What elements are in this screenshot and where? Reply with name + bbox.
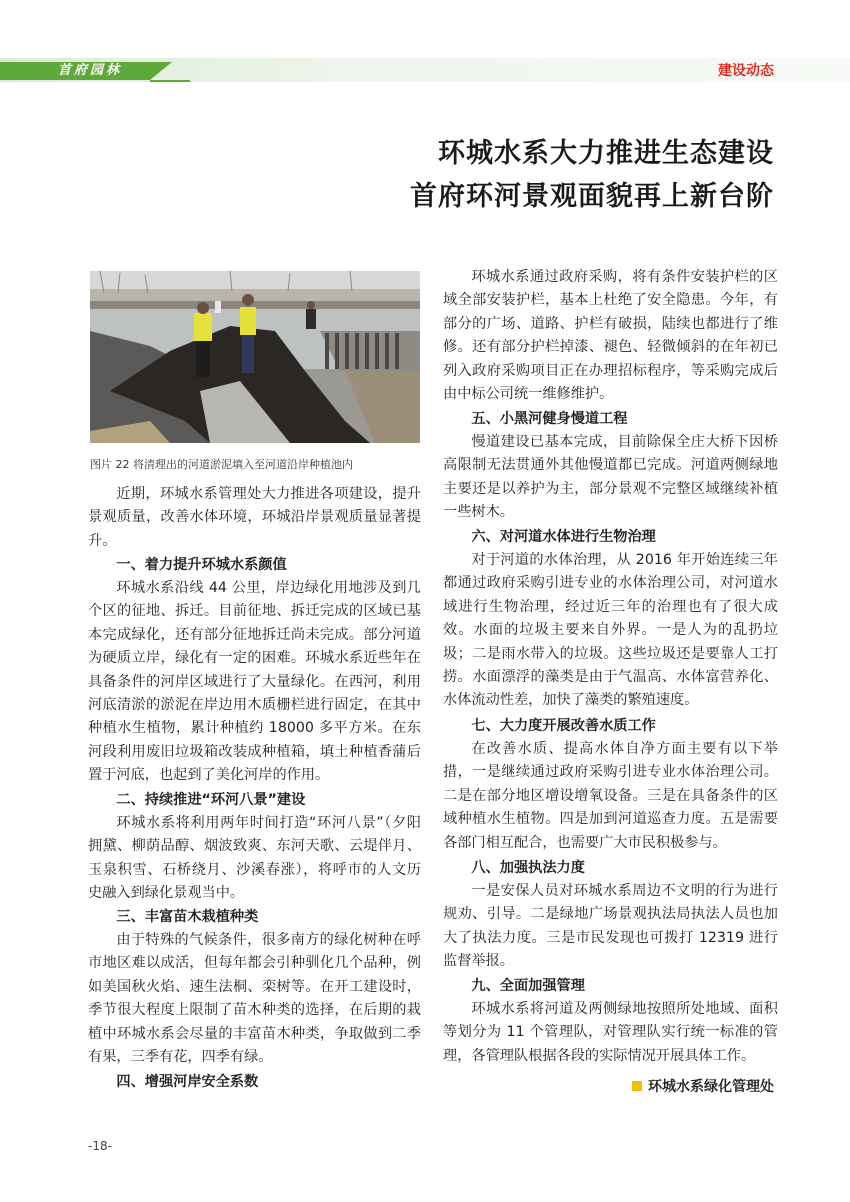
section-heading-1: 一、着力提升环城水系颜值 <box>116 557 287 573</box>
section-8-paragraph: 一是安保人员对环城水系周边不文明的行为进行规劝、引导。二是绿地广场景观执法局执法人员也加大了执法力度。三是市民发现也可拨打 12319 进行监督举报。 <box>443 883 778 970</box>
section-heading-2: 二、持续推进“环河八景”建设 <box>116 792 306 808</box>
article-title-line-2: 首府环河景观面貌再上新台阶 <box>410 181 774 212</box>
section-2-paragraph: 环城水系将利用两年时间打造“环河八景”（夕阳拥黛、柳荫品醇、烟波致爽、东河天歌、云堤伴月、玉泉积雪、石桥绕月、沙溪春涨），将呼市的人文历史融入到绿化景观当中。 <box>88 815 421 902</box>
section-4-paragraph: 环城水系通过政府采购，将有条件安装护栏的区域全部安装护栏，基本上杜绝了安全隐患。今年，有部分的广场、道路、护栏有破损，陆续也都进行了维修。还有部分护栏掉漆、褪色、轻微倾斜的在年初已列入政府采购项目正在办理招标程序，等采购完成后由中标公司统一维修维护。 <box>443 269 778 403</box>
page-number: -18- <box>88 1139 112 1153</box>
section-heading-4: 四、增强河岸安全系数 <box>116 1074 259 1090</box>
photo-illustration <box>90 271 420 443</box>
magazine-name: 首府园林 <box>58 63 123 78</box>
author-name: 环城水系绿化管理处 <box>648 1079 774 1095</box>
section-heading-5: 五、小黑河健身慢道工程 <box>471 411 628 427</box>
article-photo <box>90 271 420 443</box>
section-heading-7: 七、大力度开展改善水质工作 <box>471 718 656 734</box>
section-heading-8: 八、加强执法力度 <box>471 860 585 876</box>
yellow-square-icon <box>632 1081 642 1091</box>
section-heading-9: 九、全面加强管理 <box>471 978 585 994</box>
section-heading-3: 三、丰富苗木栽植种类 <box>116 909 259 925</box>
header-underline <box>150 80 190 82</box>
section-7-paragraph: 在改善水质、提高水体自净方面主要有以下举措，一是继续通过政府采购引进专业水体治理公司。二是在部分地区增设增氧设备。三是在具备条件的区域种植水生植物。四是加到河道巡查力度。五是需要各部门相互配合，也需要广大市民积极参与。 <box>443 741 778 851</box>
article-title-line-1: 环城水系大力推进生态建设 <box>438 138 774 169</box>
author-signature <box>632 1076 774 1096</box>
photo-caption: 图片 22 将清理出的河道淤泥填入至河道沿岸种植池内 <box>90 458 353 471</box>
intro-paragraph: 近期，环城水系管理处大力推进各项建设，提升景观质量，改善水体环境，环城沿岸景观质量显著提升。 <box>88 486 421 549</box>
section-3-paragraph: 由于特殊的气候条件，很多南方的绿化树种在呼市地区难以成活，但每年都会引种驯化几个品种，例如美国秋火焰、速生法桐、栾树等。在开工建设时，季节很大程度上限制了苗木种类的选择，在后期的栽植中环城水系会尽量的丰富苗木种类，争取做到二季有果，三季有花，四季有绿。 <box>88 932 421 1066</box>
section-heading-6: 六、对河道水体进行生物治理 <box>471 529 656 545</box>
section-name: 建设动态 <box>718 63 774 79</box>
section-1-paragraph: 环城水系沿线 44 公里，岸边绿化用地涉及到几个区的征地、拆迁。目前征地、拆迁完成的区域已基本完成绿化，还有部分征地拆迁尚未完成。部分河道为硬质立岸，绿化有一定的困难。环城水系近些年在具备条件的河岸区域进行了大量绿化。在西河，利用河底清淤的淤泥在岸边用木质栅栏进行固定，在其中种植水生植物，累计种植约 18000 多平方米。在东河段利用废旧垃圾箱改装成种植箱，填土种植香蒲后置于河底，也起到了美化河岸的作用。 <box>88 580 421 784</box>
section-5-paragraph: 慢道建设已基本完成，目前除保全庄大桥下因桥高限制无法贯通外其他慢道都已完成。河道两侧绿地主要还是以养护为主，部分景观不完整区域继续补植一些树木。 <box>443 434 778 521</box>
section-9-paragraph: 环城水系将河道及两侧绿地按照所处地域、面积等划分为 11 个管理队，对管理队实行统一标准的管理，各管理队根据各段的实际情况开展具体工作。 <box>443 1001 778 1064</box>
section-6-paragraph: 对于河道的水体治理，从 2016 年开始连续三年都通过政府采购引进专业的水体治理公司，对河道水域进行生物治理，经过近三年的治理也有了很大成效。水面的垃圾主要来自外界。一是人为的乱扔垃圾；二是雨水带入的垃圾。这些垃圾还是要靠人工打捞。水面漂浮的藻类是由于气温高、水体富营养化、水体流动性差，加快了藻类的繁殖速度。 <box>443 552 778 709</box>
header-green-tab-tip <box>150 62 172 80</box>
